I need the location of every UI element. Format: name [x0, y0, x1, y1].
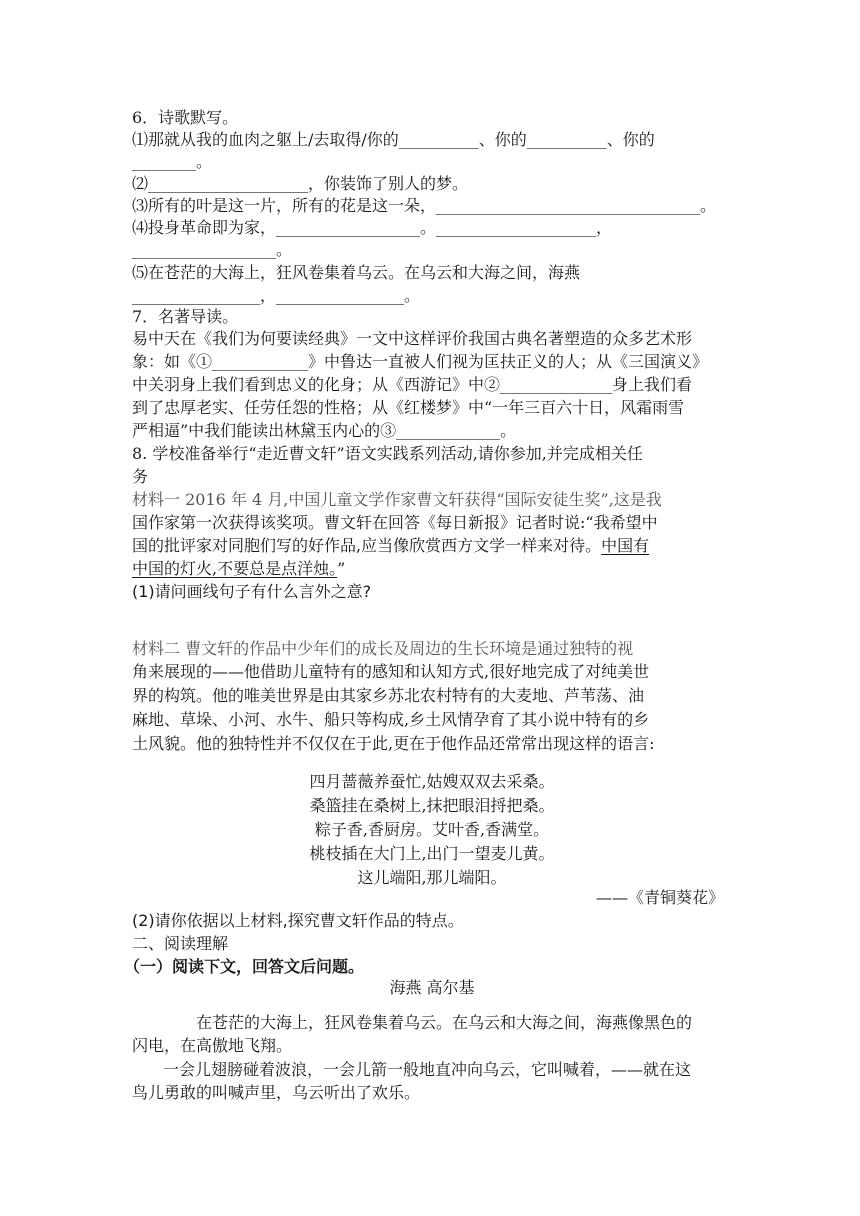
- q7-line-1: 易中天在《我们为何要读经典》一文中这样评价我国古典名著塑造的众多艺术形: [132, 329, 693, 348]
- q8-line-1: 8. 学校准备举行“走近曹文轩”语文实践系列活动,请你参加,并完成相关任: [132, 444, 643, 463]
- q8-line-2: 务: [132, 467, 149, 486]
- q8-material1-line-3-text: 国的批评家对同胞们写的好作品,应当像欣赏西方文学一样来对待。: [132, 536, 602, 555]
- q6-line-2: ________。: [132, 152, 213, 171]
- q8-subquestion-2: (2)请你依据以上材料,探究曹文轩作品的特点。: [132, 911, 464, 930]
- q6-line-3: ⑵____________________，你装饰了别人的梦。: [132, 174, 469, 193]
- underlined-sentence-part-1: 中国有: [601, 536, 650, 555]
- q6-line-6: __________________。: [132, 240, 293, 259]
- article-paragraph-2-line-1: 一会儿翅膀碰着波浪，一会儿箭一般地直冲向乌云，它叫喊着，——就在这: [163, 1060, 692, 1079]
- q8-material1-line-4: [132, 558, 345, 580]
- q8-material2-line-4: 麻地、草垛、小河、水牛、船只等构成,乡土风情孕育了其小说中特有的乡: [132, 710, 650, 729]
- q8-subquestion-1: (1)请问画线句子有什么言外之意?: [132, 582, 372, 601]
- q7-line-3: 中关羽身上我们看到忠义的化身；从《西游记》中②______________身上我们看: [132, 375, 693, 394]
- q8-material2-line-3: 界的构筑。他的唯美世界是由其家乡苏北农村特有的大麦地、芦苇荡、油: [132, 686, 645, 705]
- q8-material2-line-1: 材料二 曹文轩的作品中少年们的成长及周边的生长环境是通过独特的视: [132, 639, 634, 658]
- poem-line-3: 粽子香,香厨房。艾叶香,香满堂。: [314, 820, 550, 839]
- q7-line-4: 到了忠厚老实、任劳任怨的性格；从《红楼梦》中“一年三百六十日，风霜雨雪: [132, 398, 685, 417]
- article-paragraph-1-line-1: 在苍茫的大海上，狂风卷集着乌云。在乌云和大海之间，海燕像黑色的: [196, 1013, 693, 1032]
- q8-material1-line-1: 材料一 2016 年 4 月,中国儿童文学作家曹文轩获得“国际安徒生奖”,这是我: [132, 490, 662, 509]
- q8-material2-line-5: 土风貌。他的独特性并不仅仅在于此,更在于他作品还常常出现这样的语言:: [132, 734, 655, 753]
- poem-line-4: 桃枝插在大门上,出门一望麦儿黄。: [309, 844, 555, 863]
- poem-line-1: 四月蔷薇养蚕忙,姑嫂双双去采桑。: [309, 772, 555, 791]
- q8-material2-line-2: 角来展现的——他借助儿童特有的感知和认知方式,很好地完成了对纯美世: [132, 662, 650, 681]
- q8-material1-line-4-end: ”: [337, 559, 346, 578]
- q6-line-5: ⑷投身革命即为家，__________________。____________________，: [132, 218, 613, 237]
- q8-material1-line-2: 国作家第一次获得该奖项。曹文轩在回答《每日新报》记者时说:“我希望中: [132, 513, 658, 532]
- article-title: 海燕 高尔基: [389, 978, 475, 997]
- q8-material1-line-3: [132, 535, 649, 557]
- poem-line-5: 这儿端阳,那儿端阳。: [357, 868, 507, 887]
- section-2-title: 二、阅读理解: [132, 934, 229, 953]
- article-paragraph-1-line-2: 闪电，在高傲地飞翔。: [132, 1036, 293, 1055]
- poem-line-2: 桑篮挂在桑树上,抹把眼泪捋把桑。: [309, 796, 555, 815]
- section-2-subtitle: （一）阅读下文，回答文后问题。: [124, 957, 365, 976]
- q6-line-8: ________________，________________。: [132, 286, 421, 305]
- q6-line-7: ⑸在苍茫的大海上，狂风卷集着乌云。在乌云和大海之间，海燕: [132, 263, 581, 282]
- q6-line-1: ⑴那就从我的血肉之躯上/去取得/你的__________、你的__________、你的: [132, 130, 655, 149]
- q7-line-2: 象：如《①____________》中鲁达一直被人们视为匡扶正义的人；从《三国演义》: [132, 352, 709, 371]
- q6-title: 6．诗歌默写。: [132, 108, 239, 127]
- poem-source: ——《青铜葵花》: [595, 888, 724, 907]
- q7-title: 7．名著导读。: [132, 307, 239, 326]
- q7-line-5: 严相逼”中我们能读出林黛玉内心的③_____________。: [132, 421, 517, 440]
- underlined-sentence-part-2: 中国的灯火,不要总是点洋烛。: [132, 559, 338, 578]
- article-paragraph-2-line-2: 鸟儿勇敢的叫喊声里，乌云听出了欢乐。: [132, 1083, 421, 1102]
- q6-line-4: ⑶所有的叶是这一片，所有的花是这一朵，_________________________________。: [132, 196, 717, 215]
